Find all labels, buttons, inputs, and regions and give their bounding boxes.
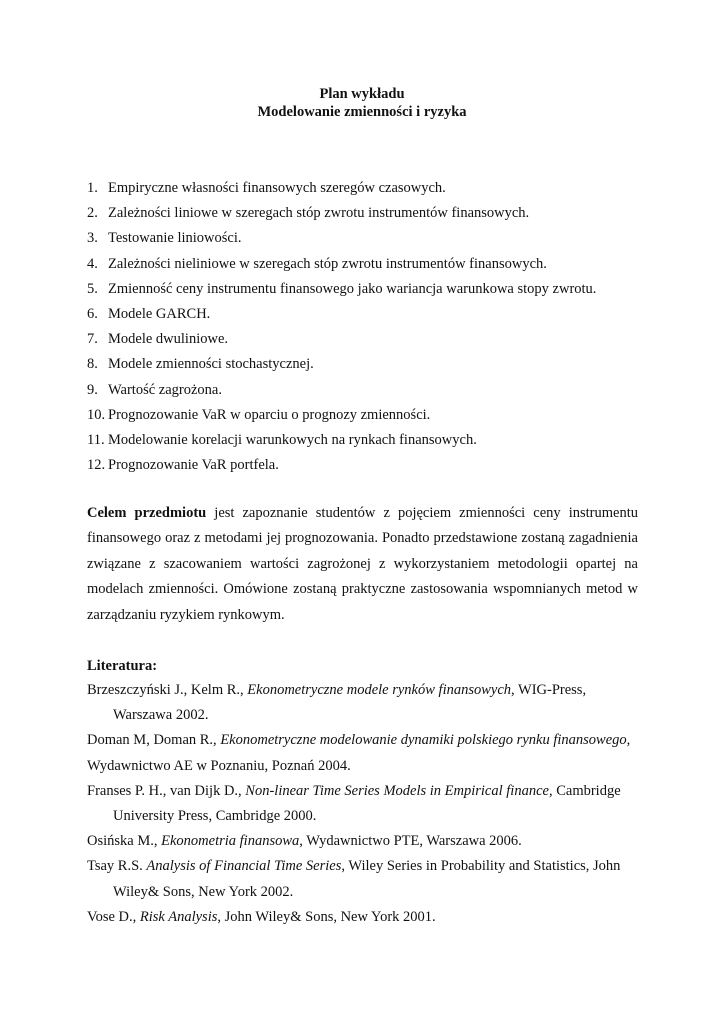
topic-item: 12. Prognozowanie VaR portfela. (87, 457, 279, 474)
reference-list (87, 678, 639, 930)
reference-item: Doman M, Doman R., Ekonometryczne modelowanie dynamiki polskiego rynku finansowego, Wydawnictwo AE w Poznaniu, Poznań 2004. (87, 732, 631, 774)
title-line-2: Modelowanie zmienności i ryzyka (257, 104, 467, 120)
topic-item: 7. Modele dwuliniowe. (87, 331, 229, 348)
topic-item: 3. Testowanie liniowości. (87, 230, 242, 247)
title-line-1: Plan wykładu (319, 86, 405, 102)
reference-item: Brzeszczyński J., Kelm R., Ekonometryczne modele rynków finansowych, WIG-Press, Warszawa 2002. (87, 682, 587, 724)
topic-item: 9. Wartość zagrożona. (87, 381, 222, 398)
reference-item: Vose D., Risk Analysis, John Wiley& Sons, New York 2001. (87, 908, 436, 925)
reference-item: Tsay R.S. Analysis of Financial Time Series, Wiley Series in Probability and Statistics, John Wiley& Sons, New York 2002. (87, 858, 621, 900)
topic-item: 4. Zależności nieliniowe w szeregach stóp zwrotu instrumentów finansowych. (87, 255, 547, 272)
course-goal-text: jest zapoznanie studentów z pojęciem zmienności ceny instrumentu finansowego oraz z metodami jej prognozowania. Ponadto przedstawione zostaną zagadnienia związane z szacowaniem wartości zagrożonej z wykorzystaniem metodologii opartej na modelach zmienności. Omówione zostaną praktyczne zastosowania wspomnianych metod w zarządzaniu ryzykiem rynkowym. (87, 505, 638, 623)
topic-item: 6. Modele GARCH. (87, 305, 211, 322)
topic-item: 10. Prognozowanie VaR w oparciu o prognozy zmienności. (87, 406, 431, 423)
topic-item: 5. Zmienność ceny instrumentu finansowego jako wariancja warunkowa stopy zwrotu. (87, 280, 597, 297)
topic-item: 8. Modele zmienności stochastycznej. (87, 356, 314, 373)
reference-item: Franses P. H., van Dijk D., Non-linear Time Series Models in Empirical finance, Cambridge University Press, Cambridge 2000. (87, 782, 621, 825)
course-goal-lead: Celem przedmiotu (87, 505, 207, 521)
reference-item: Osińska M., Ekonometria finansowa, Wydawnictwo PTE, Warszawa 2006. (87, 833, 522, 850)
topic-item: 2. Zależności liniowe w szeregach stóp zwrotu instrumentów finansowych. (87, 205, 530, 222)
topic-list (87, 176, 647, 478)
topic-item: 11. Modelowanie korelacji warunkowych na rynkach finansowych. (87, 431, 477, 448)
literature-heading: Literatura: (87, 658, 158, 674)
topic-item: 1. Empiryczne własności finansowych szeregów czasowych. (87, 180, 446, 196)
course-goal-paragraph (87, 501, 638, 628)
title-block (0, 85, 724, 121)
